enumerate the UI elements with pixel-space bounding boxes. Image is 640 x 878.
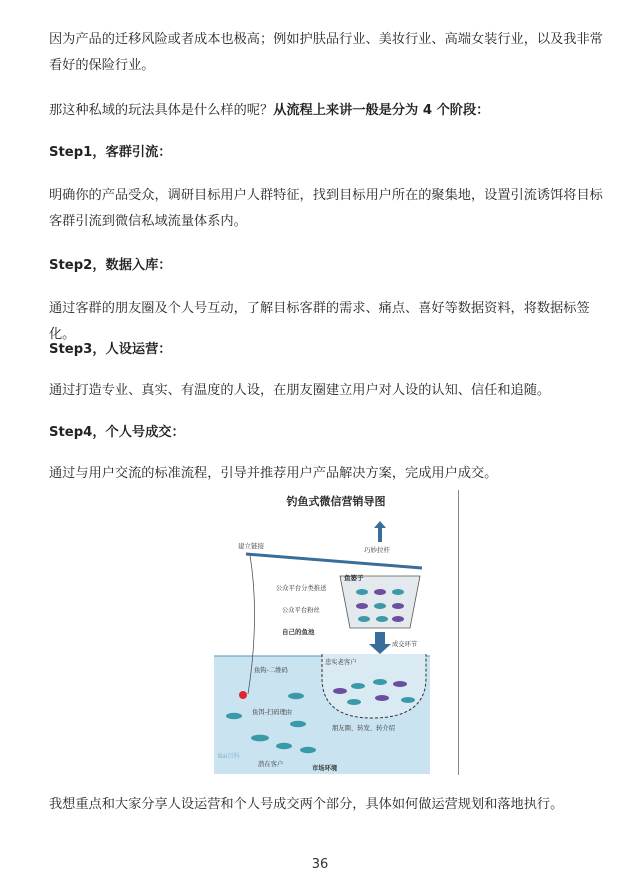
intro-paragraph: 因为产品的迁移风险或者成本也极高；例如护肤品行业、美妆行业、高端女装行业，以及我非常看好的保险行业。 [49,32,603,73]
fishing-rod [246,554,422,568]
step4-heading: Step4，个人号成交： [49,425,185,440]
label-bait: 鱼饵-扫码理由 [252,709,293,716]
label-basket: 鱼篓子 [344,574,364,582]
basket-fish-group [356,589,404,622]
step1-heading: Step1，客群引流： [49,145,172,160]
label-rod: 建立链接 [238,542,264,550]
stages-intro [49,98,614,124]
label-moments: 朋友圈、转发、转介绍 [332,725,395,732]
step2-heading: Step2，数据入库： [49,258,172,273]
step3-body: 通过打造专业、真实、有温度的人设，在朋友圈建立用户对人设的认知、信任和追随。 [49,383,551,398]
fishing-marketing-diagram [212,488,460,778]
lift-arrow-icon [374,521,386,542]
label-hook: 鱼钩-二维码 [254,667,288,674]
label-potential: 潜在客户 [258,761,284,768]
figure-side-rule [458,490,459,775]
step1-body: 明确你的产品受众，调研目标用户人群特征，找到目标用户所在的聚集地，设置引流诱饵将目标客群引流到微信私域流量体系内。 [49,188,603,229]
closing-paragraph: 我想重点和大家分享人设运营和个人号成交两个部分，具体如何做运营规划和落地执行。 [49,797,564,812]
page-number: 36 [311,857,329,872]
step3-heading: Step3，人设运营： [49,342,172,357]
step4-body: 通过与用户交流的标准流程，引导并推荐用户产品解决方案，完成用户成交。 [49,466,498,481]
stages-intro-text: 那这种私域的玩法具体是什么样的呢？ [49,103,274,118]
deal-arrow-icon [369,632,391,654]
step2-body: 通过客群的朋友圈及个人号互动，了解目标客群的需求、痛点、喜好等数据资料，将数据标签化。 [49,301,590,342]
label-pond: 自己的鱼池 [282,628,315,636]
hook-bait-icon [239,691,247,699]
label-loyal: 忠实老客户 [325,659,357,666]
diagram-title: 钓鱼式微信营销导图 [286,495,386,508]
label-deal: 成交环节 [392,641,418,648]
label-market: 市场环境 [312,765,338,772]
label-fans: 公众平台粉丝 [282,607,320,614]
label-push: 公众平台分类推送 [276,585,327,592]
stages-intro-bold: 从流程上来讲一般是分为 4 个阶段： [273,103,490,118]
baidu-watermark: Bai百科 [218,753,240,760]
label-lift: 巧妙拉杆 [364,546,390,554]
